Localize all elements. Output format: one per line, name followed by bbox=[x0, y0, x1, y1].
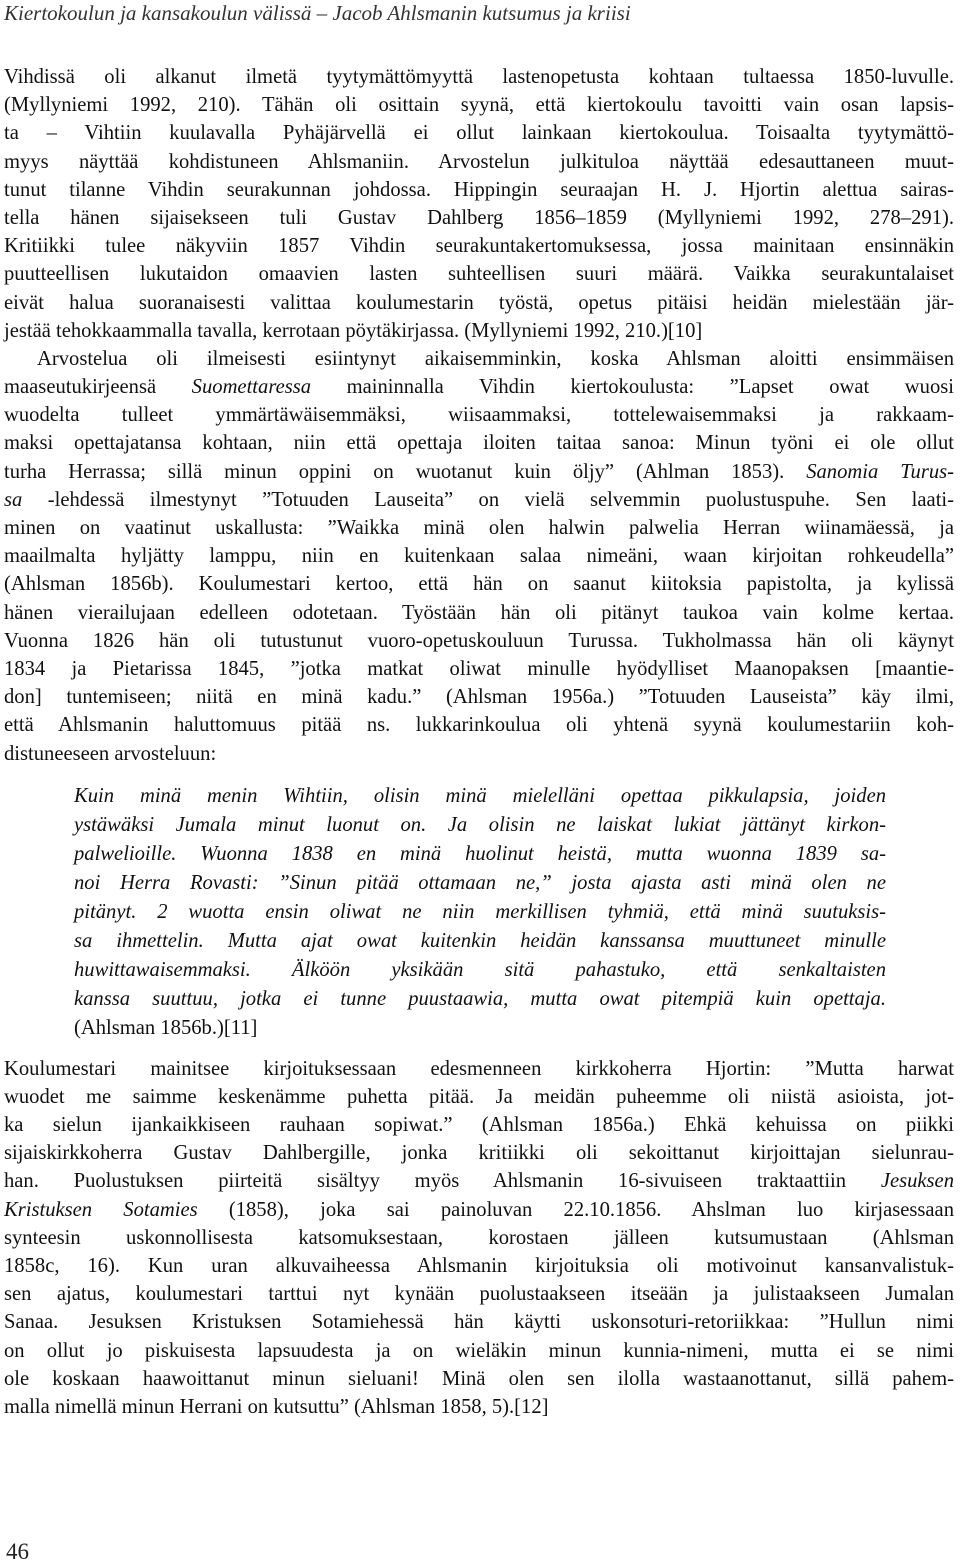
text-line: maksi opettajatansa kohtaan, niin että opettaja iloiten taitaa sanoa: Minun työni ei ole ollut bbox=[4, 432, 954, 455]
text-line: don] tuntemiseen; niitä en minä kadu.” (Ahlsman 1956a.) ”Totuuden Lauseista” käy ilmi, bbox=[4, 686, 954, 709]
text-run: han. Puolustuksen piirteitä sisältyy myös Ahlsmanin 16-sivuiseen traktaattiin bbox=[4, 1170, 881, 1193]
text-line bbox=[4, 1196, 954, 1224]
quote-line: Kuin minä menin Wihtiin, olisin minä mielelläni opettaa pikkulapsia, joiden bbox=[74, 784, 886, 807]
text-line: hänen vierailujaan edelleen odotetaan. Työstään hän oli pitänyt taukoa vain kolme kertaa. bbox=[4, 601, 954, 624]
quote-citation bbox=[74, 1014, 886, 1043]
newspaper-title: sa bbox=[4, 488, 23, 511]
book-title: Jesuksen bbox=[880, 1170, 954, 1193]
quote-line: pitänyt. 2 wuotta ensin oliwat ne niin merkillisen tyhmiä, että minä suutuksis- bbox=[74, 900, 886, 923]
text-line: tunut tilanne Vihdin seurakunnan johdossa. Hippingin seuraajan H. J. Hjortin alettua sairas- bbox=[4, 178, 954, 201]
text-line: eivät halua suoranaisesti valittaa koulumestarin työstä, opetus pitäisi heidän mielestään jär- bbox=[4, 291, 954, 314]
text-line: maailmalta hyljätty lamppu, niin en kuitenkaan salaa nimeäni, waan kirjoitan rohkeudella” bbox=[4, 545, 954, 568]
quote-line: huwittawaisemmaksi. Älköön yksikään sitä pahastuko, että senkaltaisten bbox=[74, 958, 886, 981]
text-line: distuneeseen arvosteluun: bbox=[4, 742, 217, 765]
text-line: ta – Vihtiin kuulavalla Pyhäjärvellä ei ollut lainkaan kiertokoulua. Toisaalta tyytymättö- bbox=[4, 122, 954, 145]
text-line: puutteellisen lukutaidon omaavien lasten suhteellisen suuri määrä. Vaikka seurakuntalaiset bbox=[4, 263, 954, 286]
quote-line: palwelioille. Wuonna 1838 en minä huolinut heistä, mutta wuonna 1839 sa- bbox=[74, 842, 886, 865]
quote-line: sa ihmettelin. Mutta ajat owat kuitenkin heidän kanssansa muuttuneet minulle bbox=[74, 929, 886, 952]
page-number: 46 bbox=[6, 1539, 29, 1564]
text-line bbox=[4, 1167, 954, 1195]
newspaper-title: Sanomia Turus- bbox=[806, 460, 954, 483]
book-title: Kristuksen Sotamies bbox=[4, 1198, 198, 1221]
paragraph-2 bbox=[4, 345, 954, 768]
text-line: jestää tehokkaammalla tavalla, kerrotaan pöytäkirjassa. (Myllyniemi 1992, 210.)[10] bbox=[4, 319, 703, 342]
quote-line: noi Herra Rovasti: ”Sinun pitää ottamaan ne,” josta ajasta asti minä olen ne bbox=[74, 871, 886, 894]
text-line: Kritiikki tulee näkyviin 1857 Vihdin seurakuntakertomuksessa, jossa mainitaan ensinnäkin bbox=[4, 235, 954, 258]
text-line: että Ahlsmanin haluttomuus pitää ns. lukkarinkoulua oli yhtenä syynä koulumestariin koh- bbox=[4, 714, 954, 737]
newspaper-title: Suomettaressa bbox=[191, 376, 312, 399]
paragraph-3 bbox=[4, 1055, 954, 1421]
text-run: turha Herrassa; sillä minun oppini on wuotanut kuin öljy” (Ahlman 1853). bbox=[4, 460, 807, 483]
quote-line: ystäwäksi Jumala minut luonut on. Ja olisin ne laiskat lukiat jättänyt kirkon- bbox=[74, 813, 886, 836]
text-line: wuodet me saimme keskenämme puhetta pitää. Ja meidän puheemme oli niistä asioista, jot- bbox=[4, 1085, 954, 1108]
text-line: on ollut jo piskuisesta lapsuudesta ja on wieläkin minun kunnia-nimeni, mutta ei se nimi bbox=[4, 1339, 954, 1362]
text-run: maininnalla Vihdin kiertokoulusta: ”Lapset owat wuosi bbox=[311, 376, 955, 399]
text-line: 1834 ja Pietarissa 1845, ”jotka matkat oliwat minulle hyödylliset Maanopaksen [maantie- bbox=[4, 657, 954, 680]
text-line: minen on vaatinut uskallusta: ”Waikka minä olen halwin palwelia Herran wiinamäessä, ja bbox=[4, 517, 954, 539]
text-line: (Myllyniemi 1992, 210). Tähän oli osittain syynä, että kiertokoulu tavoitti vain osan lapsis- bbox=[4, 94, 954, 117]
text-line: 1858c, 16). Kun uran alkuvaiheessa Ahlsmanin kirjoituksia oli motivoinut kansanvalistuk- bbox=[4, 1255, 954, 1277]
block-quote bbox=[4, 782, 954, 1043]
quote-line: kanssa suuttuu, jotka ei tunne puustaawia, mutta owat pitempiä kuin opettaja. bbox=[74, 987, 886, 1010]
text-line: malla nimellä minun Herrani on kutsuttu” (Ahlsman 1858, 5).[12] bbox=[4, 1395, 549, 1418]
text-line bbox=[4, 486, 954, 514]
text-line: ole koskaan haawoittanut minun sieluani! Minä olen sen ilolla wastaanottanut, sillä pahem- bbox=[4, 1367, 954, 1390]
text-line: Arvostelua oli ilmeisesti esiintynyt aikaisemminkin, koska Ahlsman aloitti ensimmäisen bbox=[37, 347, 954, 370]
text-line bbox=[4, 373, 954, 401]
text-line: Vihdissä oli alkanut ilmetä tyytymättömyyttä lastenopetusta kohtaan tultaessa 1850-luvulle. bbox=[4, 66, 954, 88]
body-text bbox=[4, 63, 954, 1421]
text-line: Sanaa. Jesuksen Kristuksen Sotamiehessä hän käytti uskonsoturi-retoriikkaa: ”Hullun nimi bbox=[4, 1311, 954, 1334]
text-line: (Ahlsman 1856b). Koulumestari kertoo, että hän on saanut kiitoksia papistolta, ja kylissä bbox=[4, 573, 954, 596]
text-line: sen ajatus, koulumestari tarttui nyt kynään puolustaakseen itseään ja julistaakseen Jumalan bbox=[4, 1283, 954, 1306]
running-head: Kiertokoulun ja kansakoulun välissä – Jacob Ahlsmanin kutsumus ja kriisi bbox=[4, 1, 631, 25]
text-line: myys näyttää kohdistuneen Ahlsmaniin. Arvostelun julkituloa näyttää edesauttaneen muut- bbox=[4, 150, 954, 173]
text-run: (1858), joka sai painoluvan 22.10.1856. Ahslman luo kirjasessaan bbox=[197, 1198, 954, 1221]
text-run: maaseutukirjeensä bbox=[4, 376, 192, 399]
text-line: wuodelta tulleet ymmärtäwäisemmäksi, wiisaammaksi, tottelewaisemmaksi ja rakkaam- bbox=[4, 404, 954, 427]
citation-text: (Ahlsman 1856b.)[11] bbox=[74, 1016, 258, 1039]
paragraph-1 bbox=[4, 63, 954, 345]
text-line: synteesin uskonnollisesta katsomuksestaan, korostaen jälleen kutsumustaan (Ahlsman bbox=[4, 1226, 954, 1249]
text-run: -lehdessä ilmestynyt ”Totuuden Lauseita” on vielä selvemmin puolustuspuhe. Sen laati- bbox=[22, 488, 954, 511]
text-line bbox=[4, 458, 954, 486]
text-line: Koulumestari mainitsee kirjoituksessaan edesmenneen kirkkoherra Hjortin: ”Mutta harwat bbox=[4, 1057, 954, 1080]
text-line: sijaiskirkkoherra Gustav Dahlbergille, jonka kritiikki oli sekoittanut kirjoittajan sielunrau- bbox=[4, 1142, 954, 1165]
text-line: ka sielun ijankaikkiseen rauhaan sopiwat.” (Ahlsman 1856a.) Ehkä kehuissa on piikki bbox=[4, 1114, 954, 1137]
text-line: Vuonna 1826 hän oli tutustunut vuoro-opetuskouluun Turussa. Tukholmassa hän oli käynyt bbox=[4, 629, 954, 652]
text-line: tella hänen sijaisekseen tuli Gustav Dahlberg 1856–1859 (Myllyniemi 1992, 278–291). bbox=[4, 206, 954, 229]
